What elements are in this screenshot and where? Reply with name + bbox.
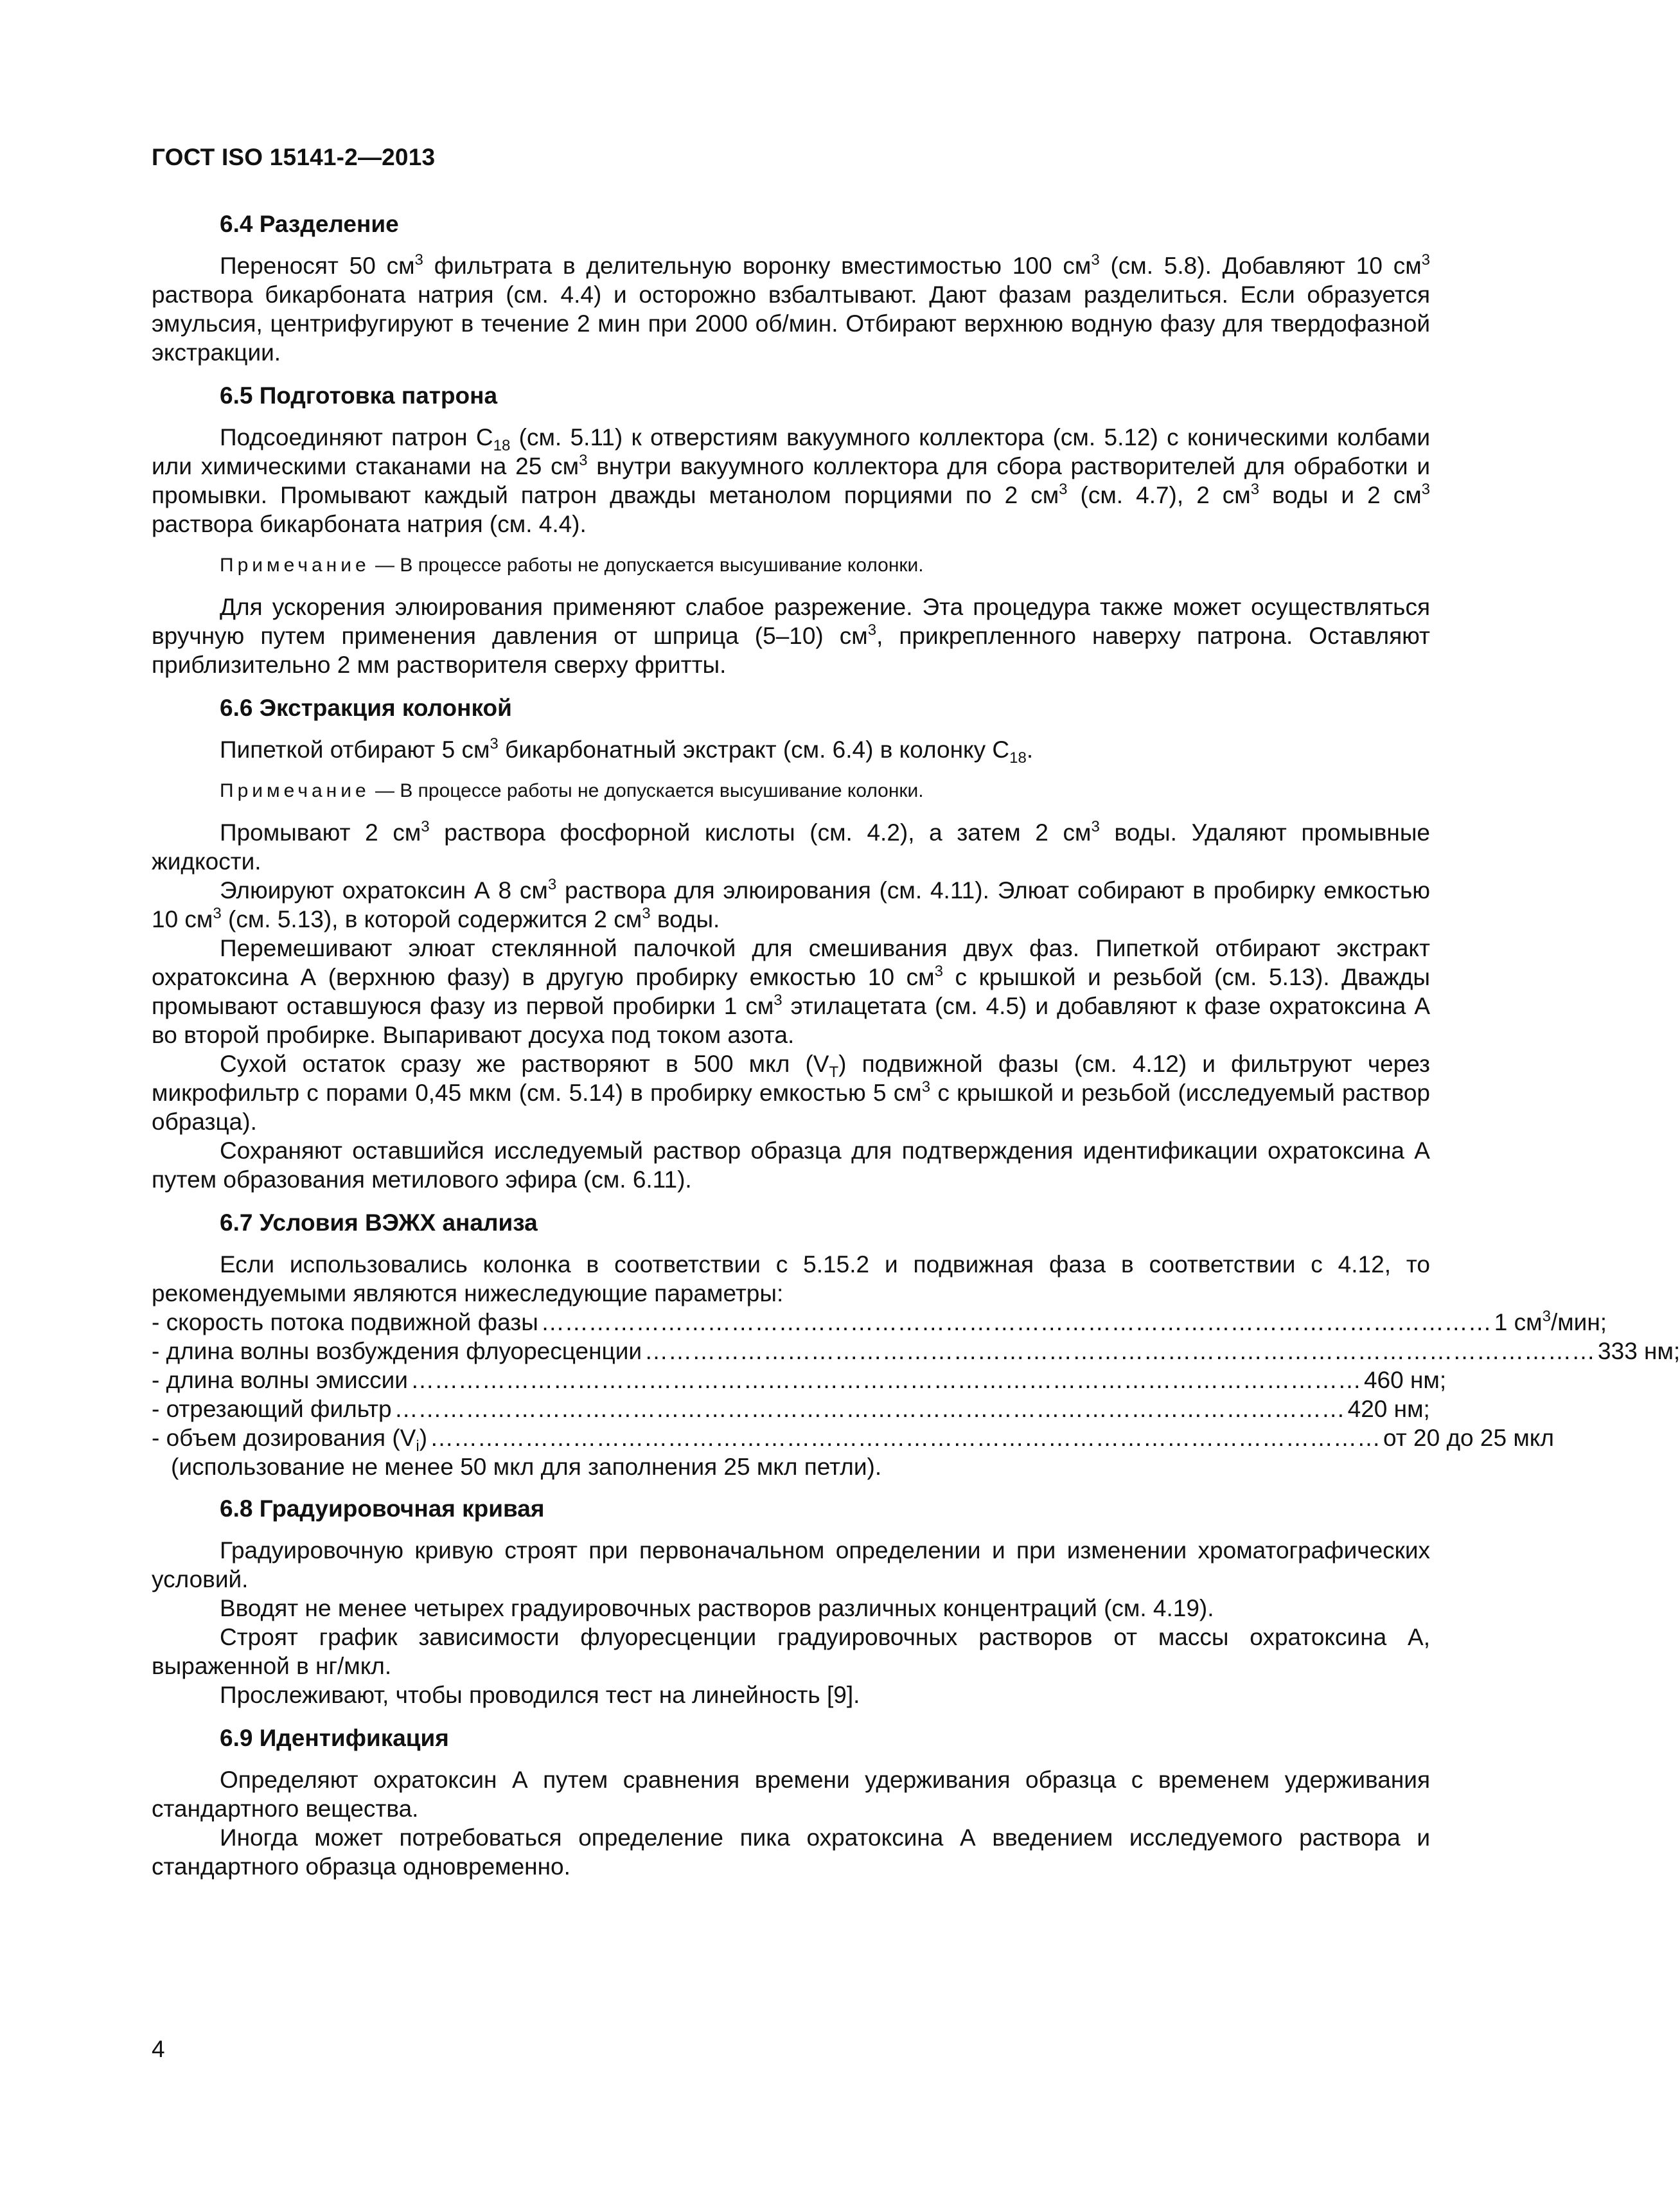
parameter-emission-wavelength: - длина волны эмиссии ………………………………………………………………………………………………………… 460 нм; bbox=[152, 1367, 1447, 1393]
section-6-5-title: 6.5 Подготовка патрона bbox=[220, 382, 498, 409]
section-6-9-paragraph-2: Иногда может потребоваться определение пика охратоксина А введением исследуемого раствора и стандартного образца одновременно. bbox=[152, 1824, 1430, 1880]
section-6-5-paragraph-2: Для ускорения элюирования применяют слабое разрежение. Эта процедура также может осуществляться вручную путем применения давления от шприца (5–10) $см^3$, прикрепленного наверху патрона. Оставляют приблизительно 2 мм растворителя сверху фритты. bbox=[152, 594, 1430, 678]
section-6-9-title: 6.9 Идентификация bbox=[220, 1725, 449, 1751]
page-number: 4 bbox=[152, 2036, 165, 2062]
section-6-6-paragraph-1: Пипеткой отбирают 5 $см^3$ бикарбонатный экстракт (см. 6.4) в колонку $С_{18}$. bbox=[220, 735, 1034, 767]
section-6-9-paragraph-1: Определяют охратоксин А путем сравнения времени удерживания образца с временем удерживания стандартного вещества. bbox=[152, 1767, 1430, 1822]
parameter-flow-rate: - скорость потока подвижной фазы ………………………………………………………………………………………………………… 1 $см^3$/мин; bbox=[152, 1308, 1607, 1335]
parameter-injection-note: (использование не менее 50 мкл для заполнения 25 мкл петли). bbox=[171, 1454, 882, 1480]
section-6-8-title: 6.8 Градуировочная кривая bbox=[220, 1495, 545, 1522]
section-6-8-paragraph-1: Градуировочную кривую строят при первоначальном определении и при изменении хроматографических условий. bbox=[152, 1537, 1430, 1592]
section-6-5-paragraph-1: Подсоединяют патрон $С_{18}$ (см. 5.11) к отверстиям вакуумного коллектора (см. 5.12) с коническими колбами или химическими стаканами на 25 $см^3$ внутри вакуумного коллектора для сбора растворителей для обработки и промывки. Промывают каждый патрон дважды метанолом порциями по 2 $см^3$ (см. 4.7), 2 $см^3$ воды и 2 $см^3$ раствора бикарбоната натрия (см. 4.4). bbox=[152, 424, 1430, 537]
section-6-6-paragraph-6: Сохраняют оставшийся исследуемый раствор образца для подтверждения идентификации охратоксина А путем образования метилового эфира (см. 6.11). bbox=[152, 1137, 1430, 1193]
parameter-cutoff-filter: - отрезающий фильтр ………………………………………………………………………………………………………… 420 нм; bbox=[152, 1396, 1430, 1422]
document-body bbox=[152, 206, 1680, 1881]
section-6-6-paragraph-2: Промывают 2 $см^3$ раствора фосфорной кислоты (см. 4.2), а затем 2 $см^3$ воды. Удаляют промывные жидкости. bbox=[152, 818, 1430, 875]
section-6-4-paragraph: Переносят 50 $см^3$ фильтрата в делительную воронку вместимостью 100 $см^3$ (см. 5.8). Добавляют 10 $см^3$ раствора бикарбоната натрия (см. 4.4) и осторожно взбалтывают. Дают фазам разделиться. Если образуется эмульсия, центрифугируют в течение 2 мин при 2000 об/мин. Отбирают верхнюю водную фазу для твердофазной экстракции. bbox=[152, 251, 1430, 366]
standard-header: ГОСТ ISO 15141-2—2013 bbox=[152, 144, 436, 170]
section-6-6-paragraph-3: Элюируют охратоксин А 8 $см^3$ раствора для элюирования (см. 4.11). Элюат собирают в пробирку емкостью 10 $см^3$ (см. 5.13), в которой содержится 2 $см^3$ воды. bbox=[152, 876, 1430, 932]
section-6-6-note: Примечание — В процессе работы не допускается высушивание колонки. bbox=[220, 780, 924, 801]
section-6-8-paragraph-2: Вводят не менее четырех градуировочных растворов различных концентраций (см. 4.19). bbox=[220, 1595, 1214, 1621]
parameter-excitation-wavelength: - длина волны возбуждения флуоресценции ………………………………………………………………………………………………………… 333 нм; bbox=[152, 1338, 1680, 1364]
section-6-8-paragraph-3: Строят график зависимости флуоресценции градуировочных растворов от массы охратоксина А, выраженной в нг/мкл. bbox=[152, 1624, 1430, 1679]
section-6-8-paragraph-4: Прослеживают, чтобы проводился тест на линейность [9]. bbox=[220, 1682, 860, 1708]
parameter-injection-volume: - объем дозирования $(V_i)$ ………………………………………………………………………………………………………… от 20 до 25 мкл bbox=[152, 1425, 1554, 1455]
hplc-parameters-list bbox=[152, 1308, 1680, 1481]
section-6-5-note: Примечание — В процессе работы не допускается высушивание колонки. bbox=[220, 555, 924, 576]
section-6-4-title: 6.4 Разделение bbox=[220, 211, 399, 237]
section-6-6-paragraph-4: Перемешивают элюат стеклянной палочкой для смешивания двух фаз. Пипеткой отбирают экстракт охратоксина А (верхнюю фазу) в другую пробирку емкостью 10 $см^3$ с крышкой и резьбой (см. 5.13). Дважды промывают оставшуюся фазу из первой пробирки 1 $см^3$ этилацетата (см. 4.5) и добавляют к фазе охратоксина А во второй пробирке. Выпаривают досуха под током азота. bbox=[152, 935, 1430, 1048]
section-6-7-paragraph: Если использовались колонка в соответствии с 5.15.2 и подвижная фаза в соответствии с 4.12, то рекомендуемыми являются нижеследующие параметры: bbox=[152, 1251, 1430, 1306]
section-6-7-title: 6.7 Условия ВЭЖХ анализа bbox=[220, 1209, 538, 1236]
section-6-6-title: 6.6 Экстракция колонкой bbox=[220, 695, 512, 721]
section-6-6-paragraph-5: Сухой остаток сразу же растворяют в 500 мкл $(V_T)$ подвижной фазы (см. 4.12) и фильтруют через микрофильтр с порами 0,45 мкм (см. 5.14) в пробирку емкостью 5 $см^3$ с крышкой и резьбой (исследуемый раствор образца). bbox=[152, 1051, 1430, 1135]
